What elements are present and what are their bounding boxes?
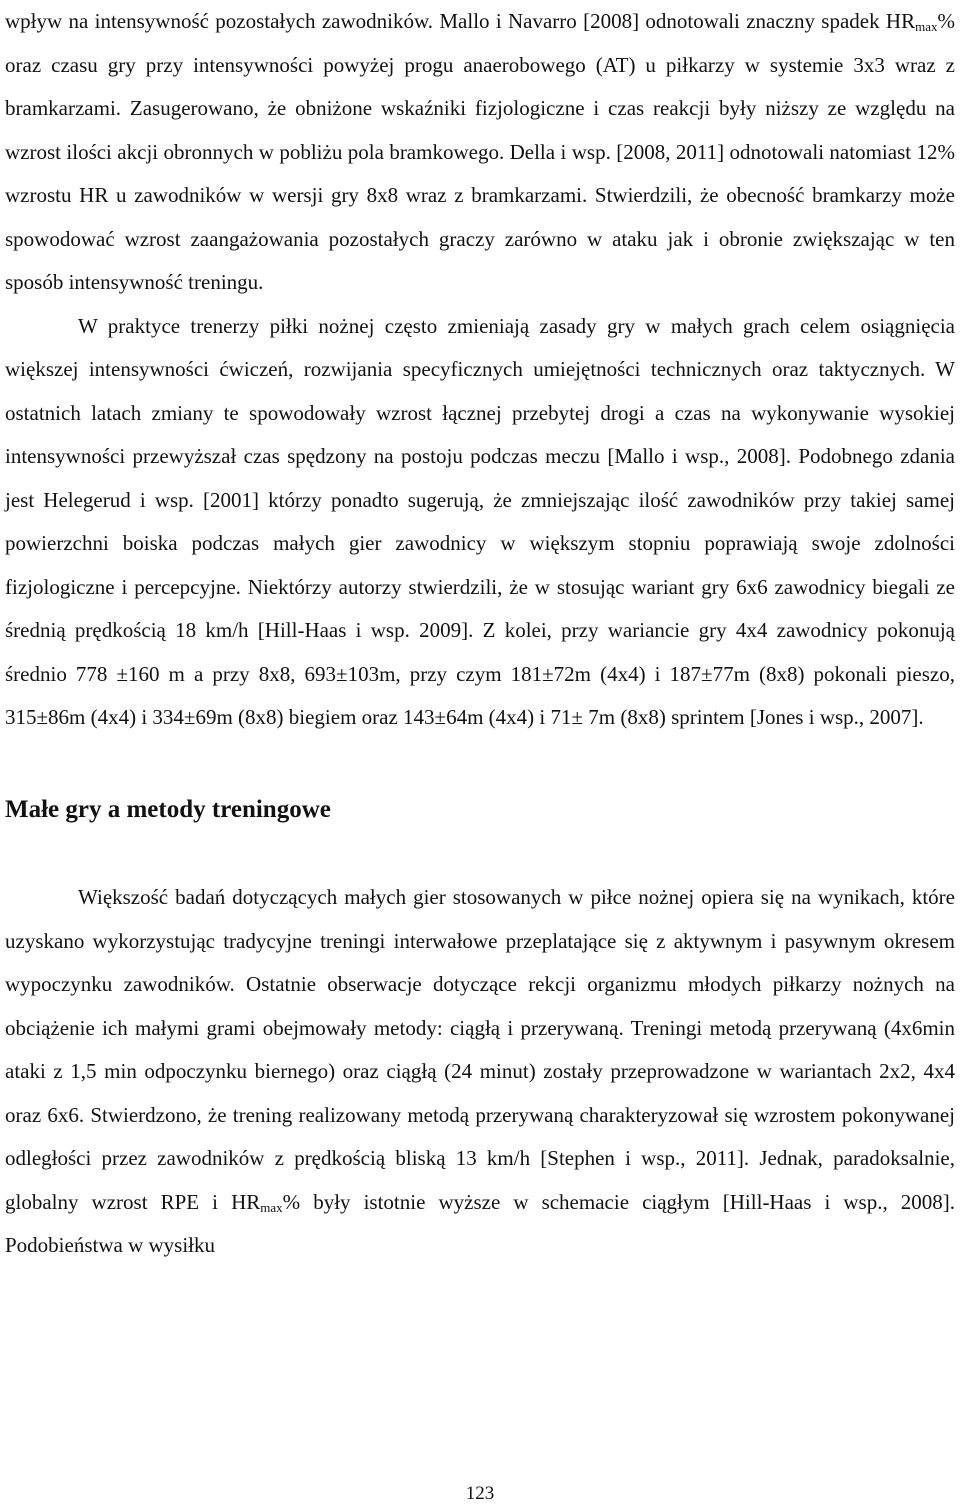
- paragraph-1: [5, 0, 955, 305]
- paragraph-1-text-b: % oraz czasu gry przy intensywności powyżej progu anaerobowego (AT) u piłkarzy w systemie 3x3 wraz z bramkarzami. Zasugerowano, że obniżone wskaźniki fizjologiczne i czas reakcji były niższy ze względu na wzrost ilości akcji obronnych w pobliżu pola bramkowego. Della i wsp. [2008, 2011] odnotowali natomiast 12% wzrostu HR u zawodników w wersji gry 8x8 wraz z bramkarzami. Stwierdzili, że obecność bramkarzy może spowodować wzrost zaangażowania pozostałych graczy zarówno w ataku jak i obronie zwiększając w ten sposób intensywność treningu.: [5, 9, 955, 294]
- page-number: 123: [465, 1483, 495, 1504]
- section-paragraph: [5, 876, 955, 1268]
- document-page: [5, 0, 955, 1268]
- paragraph-1-text-a: wpływ na intensywność pozostałych zawodników. Mallo i Navarro [2008] odnotowali znaczny spadek HR: [5, 9, 916, 33]
- hr-max-subscript-2: max: [260, 1199, 283, 1215]
- section-heading: Małe gry a metody treningowe: [5, 795, 331, 823]
- hr-max-subscript: max: [915, 19, 938, 34]
- section-paragraph-text-b: % były istotnie wyższe w schemacie ciągłym [Hill-Haas i wsp., 2008]. Podobieństwa w wysiłku: [5, 1189, 956, 1257]
- paragraph-2: W praktyce trenerzy piłki nożnej często zmieniają zasady gry w małych grach celem osiągnięcia większej intensywności ćwiczeń, rozwijania specyficznych umiejętności technicznych oraz taktycznych. W ostatnich latach zmiany te spowodowały wzrost łącznej przebytej drogi a czas na wykonywanie wysokiej intensywności przewyższał czas spędzony na postoju podczas meczu [Mallo i wsp., 2008]. Podobnego zdania jest Helegerud i wsp. [2001] którzy ponadto sugerują, że zmniejszając ilość zawodników przy takiej samej powierzchni boiska podczas małych gier zawodnicy w większym stopniu poprawiają swoje zdolności fizjologiczne i percepcyjne. Niektórzy autorzy stwierdzili, że w stosując wariant gry 6x6 zawodnicy biegali ze średnią prędkością 18 km/h [Hill-Haas i wsp. 2009]. Z kolei, przy wariancie gry 4x4 zawodnicy pokonują średnio 778 ±160 m a przy 8x8, 693±103m, przy czym 181±72m (4x4) i 187±77m (8x8) pokonali pieszo, 315±86m (4x4) i 334±69m (8x8) biegiem oraz 143±64m (4x4) i 71± 7m (8x8) sprintem [Jones i wsp., 2007].: [5, 313, 955, 729]
- section-paragraph-text-a: Większość badań dotyczących małych gier stosowanych w piłce nożnej opiera się na wynikach, które uzyskano wykorzystując tradycyjne treningi interwałowe przeplatające się z aktywnym i pasywnym okresem wypoczynku zawodników. Ostatnie obserwacje dotyczące rekcji organizmu młodych piłkarzy nożnych na obciążenie ich małymi grami obejmowały metody: ciągłą i przerywaną. Treningi metodą przerywaną (4x6min ataki z 1,5 min odpoczynku biernego) oraz ciągłą (24 minut) zostały przeprowadzone w wariantach 2x2, 4x4 oraz 6x6. Stwierdzono, że trening realizowany metodą przerywaną charakteryzował się wzrostem pokonywanej odległości przez zawodników z prędkością bliską 13 km/h [Stephen i wsp., 2011]. Jednak, paradoksalnie, globalny wzrost RPE i HR: [5, 885, 955, 1214]
